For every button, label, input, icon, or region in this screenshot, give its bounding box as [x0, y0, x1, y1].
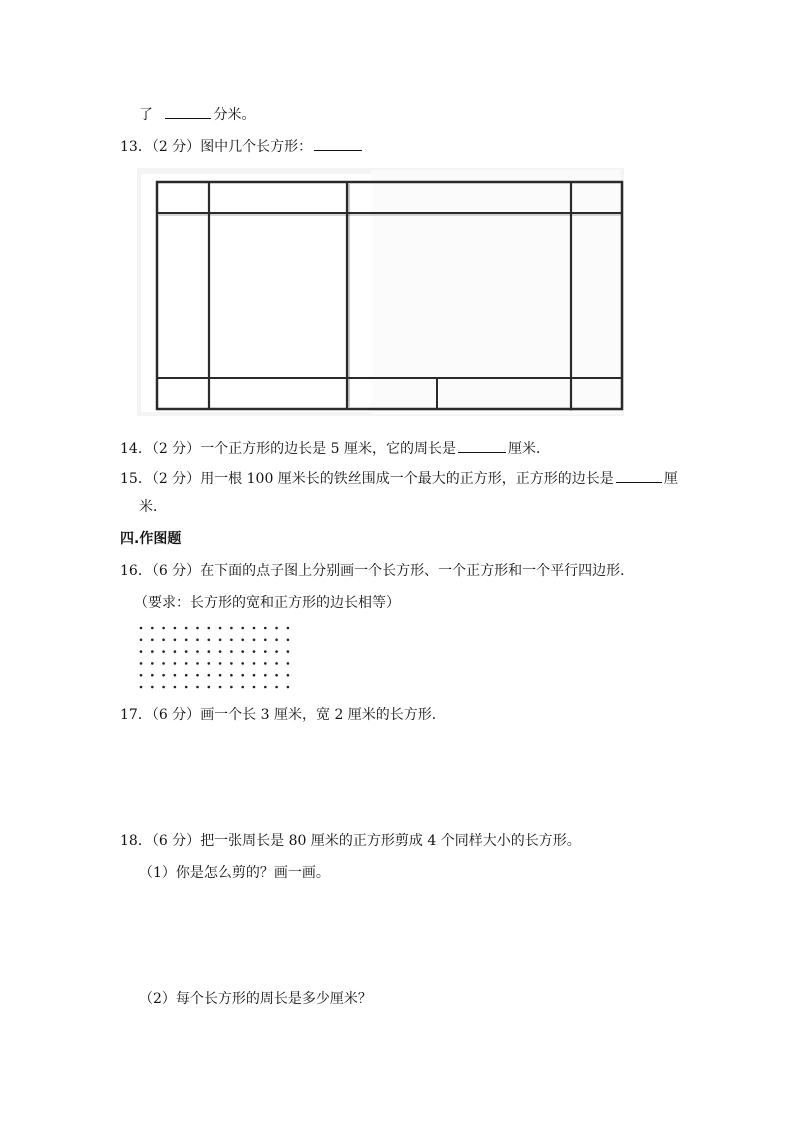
- grid-dot: [174, 662, 177, 665]
- grid-dot: [230, 674, 233, 677]
- answer-blank-q14[interactable]: [458, 438, 506, 453]
- q16-note: （要求：长方形的宽和正方形的边长相等）: [134, 595, 400, 611]
- grid-dot: [253, 674, 256, 677]
- grid-dot: [185, 662, 188, 665]
- grid-dot: [196, 639, 199, 642]
- answer-blank-q13[interactable]: [314, 136, 362, 151]
- grid-dot: [275, 674, 278, 677]
- grid-dot: [185, 686, 188, 689]
- grid-dot: [174, 650, 177, 653]
- q17-score: （6 分）: [151, 707, 201, 723]
- grid-dot: [241, 686, 244, 689]
- grid-dot: [287, 627, 290, 630]
- grid-dot: [151, 627, 154, 630]
- grid-dot: [162, 662, 165, 665]
- grid-dot: [264, 627, 267, 630]
- grid-dot: [287, 674, 290, 677]
- question-18-sub1: [139, 864, 330, 882]
- grid-dot: [253, 686, 256, 689]
- grid-dot: [241, 639, 244, 642]
- grid-dot: [174, 686, 177, 689]
- q15-post: 厘: [663, 471, 678, 487]
- q18-sub1: （1）你是怎么剪的？画一画。: [139, 865, 330, 881]
- grid-dot: [275, 639, 278, 642]
- grid-dot: [230, 686, 233, 689]
- grid-dot: [287, 662, 290, 665]
- q15-text: 用一根 100 厘米长的铁丝围成一个最大的正方形，正方形的边长是: [200, 471, 614, 487]
- grid-dot: [140, 650, 143, 653]
- grid-dot: [241, 662, 244, 665]
- question-14: [120, 438, 550, 458]
- q14-number: 14．: [120, 441, 152, 457]
- grid-dot: [174, 674, 177, 677]
- grid-dot: [196, 650, 199, 653]
- grid-dot: [208, 686, 211, 689]
- grid-dot: [196, 686, 199, 689]
- grid-dot: [185, 627, 188, 630]
- grid-dot: [208, 662, 211, 665]
- grid-dot: [208, 674, 211, 677]
- q13-number: 13．: [120, 139, 152, 155]
- grid-dot: [241, 674, 244, 677]
- grid-dot: [151, 674, 154, 677]
- grid-dot: [162, 639, 165, 642]
- grid-dot: [196, 674, 199, 677]
- grid-dot: [275, 662, 278, 665]
- grid-dot: [230, 650, 233, 653]
- grid-dot: [140, 686, 143, 689]
- grid-dot: [275, 650, 278, 653]
- grid-dot: [264, 662, 267, 665]
- grid-dot: [241, 627, 244, 630]
- grid-dot: [219, 662, 222, 665]
- question-13: [120, 136, 364, 156]
- dot-grid[interactable]: [137, 624, 297, 692]
- grid-dot: [140, 639, 143, 642]
- q18-sub2: （2）每个长方形的周长是多少厘米？: [139, 991, 372, 1007]
- grid-dot: [196, 627, 199, 630]
- q13-score: （2 分）: [151, 139, 201, 155]
- q14-text: 一个正方形的边长是 5 厘米，它的周长是: [200, 441, 456, 457]
- grid-dot: [264, 686, 267, 689]
- q18-score: （6 分）: [151, 833, 201, 849]
- grid-dot: [185, 639, 188, 642]
- grid-dot: [264, 674, 267, 677]
- q16-score: （6 分）: [151, 563, 201, 579]
- grid-dot: [275, 686, 278, 689]
- q18-text: 把一张周长是 80 厘米的正方形剪成 4 个同样大小的长方形。: [200, 833, 581, 849]
- q13-text: 图中几个长方形：: [200, 139, 313, 155]
- grid-dot: [185, 650, 188, 653]
- grid-dot: [208, 639, 211, 642]
- grid-dot: [287, 650, 290, 653]
- grid-dot: [287, 686, 290, 689]
- q17-text: 画一个长 3 厘米，宽 2 厘米的长方形．: [200, 707, 446, 723]
- prev-tail-post: 分米。: [213, 107, 256, 123]
- grid-dot: [140, 674, 143, 677]
- grid-dot: [162, 674, 165, 677]
- grid-dot: [275, 627, 278, 630]
- grid-dot: [253, 662, 256, 665]
- grid-dot: [219, 686, 222, 689]
- grid-dot: [162, 686, 165, 689]
- grid-dot: [253, 627, 256, 630]
- grid-dot: [241, 650, 244, 653]
- q16-text: 在下面的点子图上分别画一个长方形、一个正方形和一个平行四边形．: [200, 563, 635, 579]
- question-16: [120, 562, 634, 580]
- grid-dot: [219, 639, 222, 642]
- grid-dot: [208, 650, 211, 653]
- grid-dot: [151, 650, 154, 653]
- question-15-cont: [139, 498, 167, 516]
- prev-tail-pre: 了: [139, 107, 153, 123]
- grid-dot: [208, 627, 211, 630]
- grid-dot: [151, 662, 154, 665]
- q15-cont: 米．: [139, 499, 167, 515]
- grid-dot: [230, 662, 233, 665]
- q17-number: 17．: [120, 707, 152, 723]
- section-4-title: 四.作图题: [120, 531, 182, 547]
- grid-dot: [196, 662, 199, 665]
- answer-blank-q15[interactable]: [616, 468, 662, 483]
- grid-dot: [174, 639, 177, 642]
- q16-number: 16．: [120, 563, 152, 579]
- grid-dot: [140, 627, 143, 630]
- grid-dot: [151, 639, 154, 642]
- grid-dot: [219, 627, 222, 630]
- answer-blank-prev[interactable]: [165, 104, 211, 119]
- grid-dot: [219, 674, 222, 677]
- grid-dot: [253, 650, 256, 653]
- grid-dot: [162, 627, 165, 630]
- grid-dot: [185, 674, 188, 677]
- q14-score: （2 分）: [151, 441, 201, 457]
- grid-dot: [174, 627, 177, 630]
- q14-post: 厘米．: [508, 441, 550, 457]
- question-18-sub2: [139, 990, 372, 1008]
- grid-dot: [230, 639, 233, 642]
- prev-question-tail: [139, 104, 255, 124]
- question-15: [120, 468, 678, 488]
- grid-dot: [230, 627, 233, 630]
- grid-dot: [162, 650, 165, 653]
- grid-dot: [264, 650, 267, 653]
- grid-dot: [287, 639, 290, 642]
- grid-dot: [140, 662, 143, 665]
- grid-dot: [253, 639, 256, 642]
- grid-dot: [219, 650, 222, 653]
- grid-dot: [264, 639, 267, 642]
- q18-number: 18．: [120, 833, 152, 849]
- question-16-note: [134, 594, 400, 612]
- rectangles-figure: [137, 168, 624, 416]
- question-18: [120, 832, 581, 850]
- q15-score: （2 分）: [151, 471, 201, 487]
- grid-dot: [151, 686, 154, 689]
- question-17: [120, 706, 446, 724]
- section-heading: [120, 530, 181, 548]
- q15-number: 15．: [120, 471, 152, 487]
